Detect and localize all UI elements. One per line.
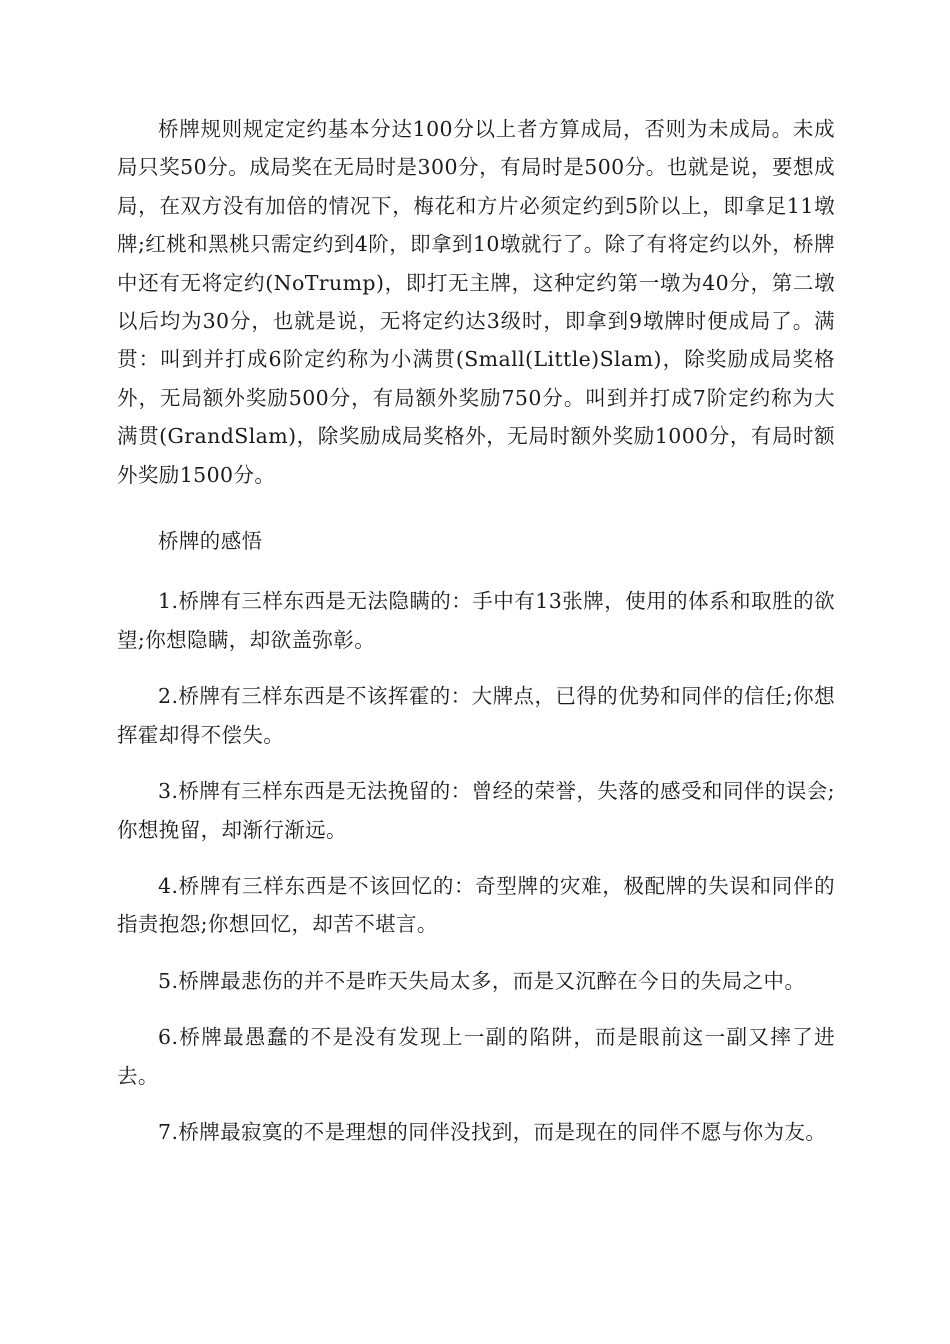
list-item: 1.桥牌有三样东西是无法隐瞒的：手中有13张牌，使用的体系和取胜的欲望;你想隐瞒，却欲盖弥彰。	[117, 589, 835, 652]
list-item: 6.桥牌最愚蠢的不是没有发现上一副的陷阱，而是眼前这一副又摔了进去。	[117, 1025, 835, 1088]
section-heading: 桥牌的感悟	[158, 529, 263, 554]
document-page	[117, 110, 835, 1169]
list-item: 3.桥牌有三样东西是无法挽留的：曾经的荣誉，失落的感受和同伴的误会;你想挽留，却渐行渐远。	[117, 779, 835, 842]
intro-paragraph: 桥牌规则规定定约基本分达100分以上者方算成局，否则为未成局。未成局只奖50分。成局奖在无局时是300分，有局时是500分。也就是说，要想成局，在双方没有加倍的情况下，梅花和方片必须定约到5阶以上，即拿足11墩牌;红桃和黑桃只需定约到4阶，即拿到10墩就行了。除了有将定约以外，桥牌中还有无将定约(NoTrump)，即打无主牌，这种定约第一墩为40分，第二墩以后均为30分，也就是说，无将定约达3级时，即拿到9墩牌时便成局了。满贯：叫到并打成6阶定约称为小满贯(Small(Little)Slam)，除奖励成局奖格外，无局额外奖励500分，有局额外奖励750分。叫到并打成7阶定约称为大满贯(GrandSlam)，除奖励成局奖格外，无局时额外奖励1000分，有局时额外奖励1500分。	[117, 117, 835, 487]
list-item: 2.桥牌有三样东西是不该挥霍的：大牌点，已得的优势和同伴的信任;你想挥霍却得不偿失。	[117, 684, 835, 747]
list-item: 4.桥牌有三样东西是不该回忆的：奇型牌的灾难，极配牌的失误和同伴的指责抱怨;你想回忆，却苦不堪言。	[117, 873, 835, 937]
list-item: 7.桥牌最寂寞的不是理想的同伴没找到，而是现在的同伴不愿与你为友。	[158, 1119, 827, 1144]
list-item: 5.桥牌最悲伤的并不是昨天失局太多，而是又沉醉在今日的失局之中。	[158, 968, 806, 993]
